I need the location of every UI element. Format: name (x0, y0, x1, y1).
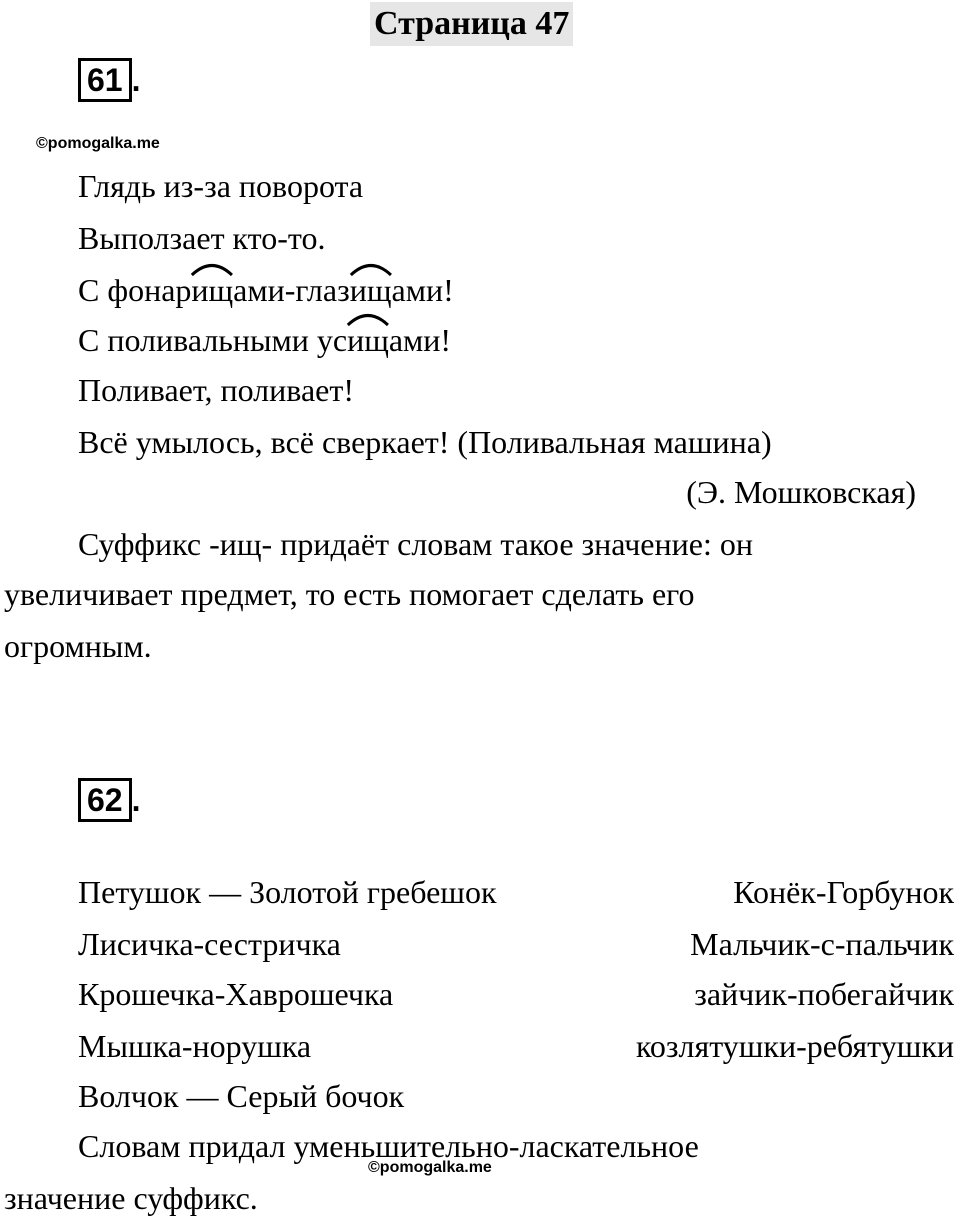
poem-author: (Э. Мошковская) (686, 474, 916, 510)
poem-line-6: Всё умылось, всё сверкает! (Поливальная машина) (78, 424, 772, 460)
exercise-number-61: 61 . (78, 58, 140, 102)
answer-62-line-1: Словам придал уменьшительно-ласкательное (78, 1128, 699, 1164)
list-item: козлятушки-ребятушки (635, 1028, 954, 1064)
list-item: Крошечка-Хаврошечка (78, 976, 394, 1012)
answer-62-line-2: значение суффикс. (4, 1180, 258, 1216)
list-item: зайчик-побегайчик (694, 976, 954, 1012)
suffix-arc-icon (347, 312, 389, 326)
answer-61-line-2: увеличивает предмет, то есть помогает сделать его (4, 576, 695, 612)
page-title: Страница 47 (370, 2, 573, 46)
list-item: Мальчик-с-пальчик (690, 926, 954, 962)
answer-61-line-3: огромным. (4, 628, 152, 664)
watermark: ©pomogalka.me (368, 1159, 492, 1176)
suffix-mark: ищ (191, 270, 233, 310)
exercise-number-62: 62 . (78, 778, 140, 822)
poem-line-1: Глядь из-за поворота (78, 168, 364, 204)
list-item: Волчок — Серый бочок (78, 1078, 405, 1114)
list-item: Мышка-норушка (78, 1028, 312, 1064)
list-item: Конёк-Горбунок (733, 874, 954, 910)
suffix-mark: ищ (347, 320, 389, 360)
suffix-arc-icon (350, 262, 392, 276)
poem-line-2: Выползает кто-то. (78, 220, 326, 256)
poem-line-5: Поливает, поливает! (78, 372, 354, 408)
answer-61-line-1: Суффикс -ищ- придаёт словам такое значение: он (78, 526, 753, 562)
poem-line-3: С фонар ищами-глаз ищами! (78, 270, 454, 310)
poem-line-4: С поливальными ус ищами! (78, 320, 451, 360)
list-item: Лисичка-сестричка (78, 926, 341, 962)
watermark: ©pomogalka.me (36, 135, 160, 152)
suffix-arc-icon (191, 262, 233, 276)
list-item: Петушок — Золотой гребешок (78, 874, 497, 910)
suffix-mark: ищ (350, 270, 392, 310)
